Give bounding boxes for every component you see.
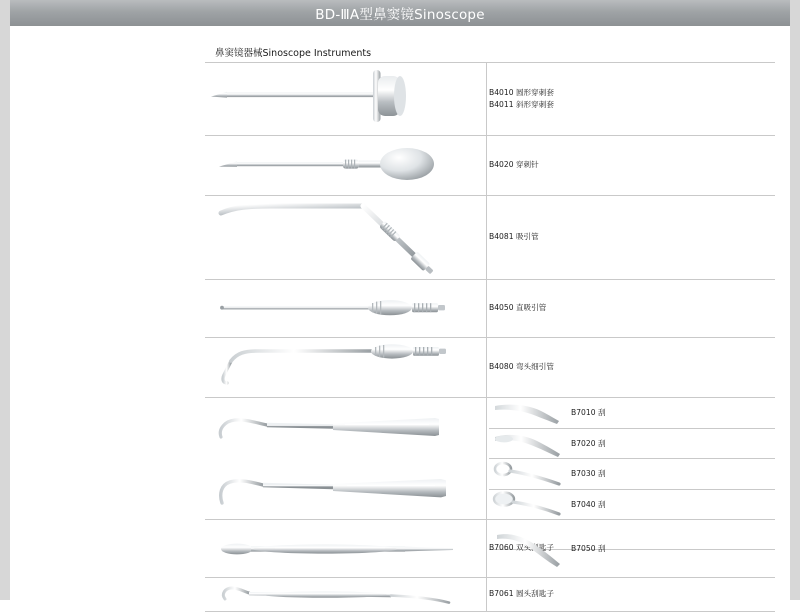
tip-image-oval-ring [489, 489, 567, 519]
right-margin-band [790, 0, 800, 600]
label-text: B4011 斜形穿刺套 [489, 99, 554, 109]
instrument-image-long-curette-straight [205, 397, 483, 458]
instrument-image-angled-fine-suction-tube [205, 337, 483, 397]
row-label-b4010 [489, 62, 775, 135]
tip-image-long-curved-blade [489, 519, 567, 577]
row-label-b4081 [489, 195, 775, 279]
instrument-table [205, 62, 775, 612]
row-label-b4050 [489, 279, 775, 337]
label-text: B4080 弯头细引管 [489, 362, 554, 372]
table-row [205, 577, 775, 611]
table-row [205, 195, 775, 279]
instrument-image-round-head-curette [205, 577, 483, 611]
tip-row-b7030 [489, 458, 775, 489]
left-margin-band [0, 0, 10, 600]
tip-label: B7010 刮 [571, 408, 606, 417]
tip-label: B7040 刮 [571, 499, 606, 509]
instrument-image-long-curette-angled [205, 458, 483, 519]
tip-image-spoon-curved [489, 428, 567, 458]
page-title: BD-ⅢA型鼻窦镜Sinoscope [315, 7, 485, 23]
tip-label: B7030 刮 [571, 469, 606, 478]
instrument-image-puncture-needle-with-paddle-handle [205, 135, 483, 195]
tip-row-b7040 [489, 489, 775, 519]
instrument-image-trocar-with-t-handle [205, 62, 483, 135]
section-title: 鼻窦镜器械Sinoscope Instruments [215, 48, 372, 59]
tip-label: B7050 刮 [571, 543, 606, 553]
label-text: B4050 直吸引管 [489, 303, 547, 313]
tip-row-b7010 [489, 397, 775, 428]
page-header [10, 0, 790, 26]
table-row [205, 279, 775, 337]
tip-row-b7020 [489, 428, 775, 458]
instrument-image-double-ended-curette [205, 519, 483, 577]
label-text: B4020 穿刺针 [489, 160, 539, 170]
row-label-b7061 [489, 577, 775, 611]
label-text: B4081 吸引管 [489, 232, 539, 242]
instrument-image-curved-suction-tube [205, 195, 483, 279]
instrument-image-straight-suction-tube [205, 279, 483, 337]
label-text: B4010 圆形穿刺套 [489, 87, 554, 97]
tip-row-b7050 [489, 519, 775, 577]
label-text: B7060 双头刮匙子 [489, 543, 554, 553]
table-row [205, 62, 775, 135]
table-row [205, 337, 775, 397]
tip-image-flat-curved [489, 397, 567, 428]
row-label-b4080 [489, 337, 775, 397]
label-text: B7061 圆头刮匙子 [489, 589, 554, 599]
tip-label: B7020 刮 [571, 438, 606, 448]
row-label-b4020 [489, 135, 775, 195]
tip-image-ring-small [489, 458, 567, 489]
table-row [205, 135, 775, 195]
page-content [10, 26, 790, 600]
